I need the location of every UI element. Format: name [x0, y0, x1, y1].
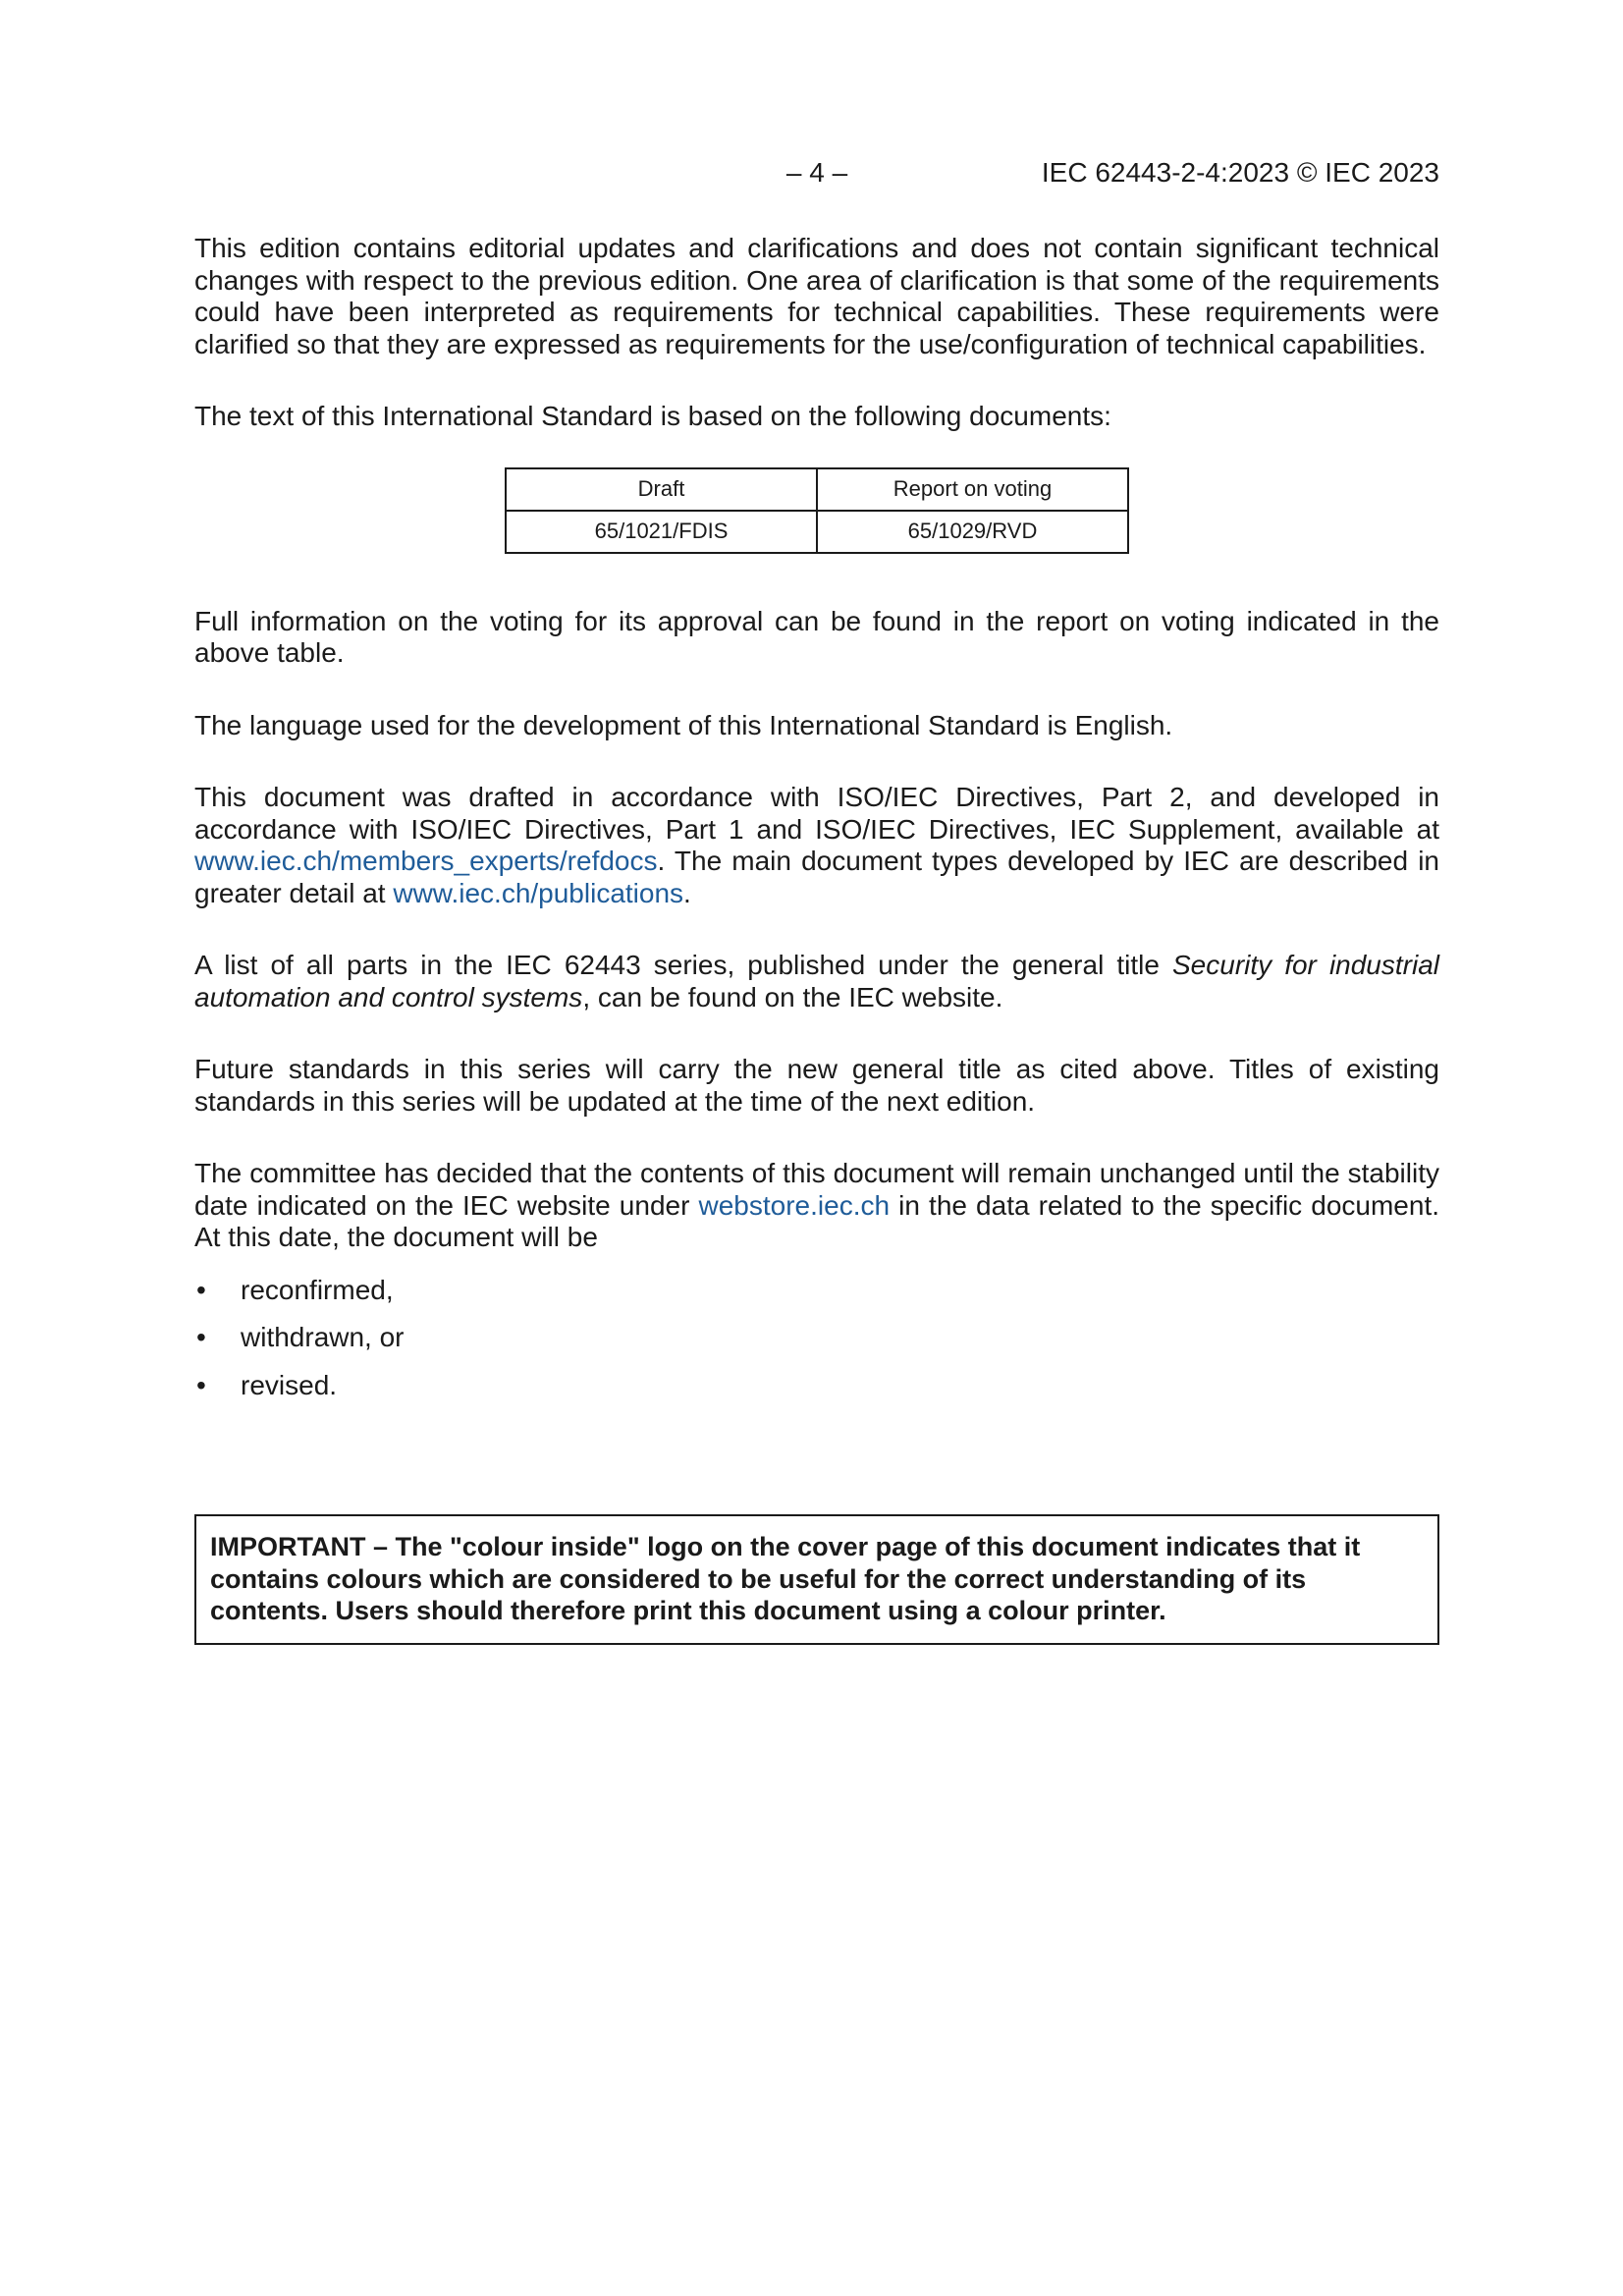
list-item: [194, 1275, 1439, 1307]
series-text-2: , can be found on the IEC website.: [582, 981, 1003, 1012]
webstore-link[interactable]: webstore.iec.ch: [698, 1189, 891, 1221]
table-header-row: [506, 468, 1128, 511]
bullet-icon: •: [196, 1369, 206, 1400]
document-reference: IEC 62443-2-4:2023 © IEC 2023: [1041, 157, 1439, 188]
list-item-text: revised.: [241, 1369, 338, 1400]
list-item: [194, 1370, 1439, 1402]
series-paragraph: [194, 950, 1439, 1013]
table-row: [506, 511, 1128, 553]
drafted-text-2: . The main document types developed by IEC are described in greater detail at: [194, 846, 1439, 908]
series-text-1: A list of all parts in the IEC 62443 series, published under the general title: [194, 950, 1172, 980]
future-paragraph: Future standards in this series will carry the new general title as cited above. Titles of existing standards in this series will be updated at the time of the next edition.: [194, 1054, 1439, 1117]
drafted-text-1: This document was drafted in accordance with ISO/IEC Directives, Part 2, and developed in accordance with ISO/IEC Directives, Part 1 and ISO/IEC Directives, IEC Supplement, available at: [194, 782, 1439, 845]
publications-link[interactable]: www.iec.ch/publications: [393, 877, 684, 908]
list-item-text: withdrawn, or: [241, 1322, 405, 1352]
edition-paragraph: This edition contains editorial updates and clarifications and does not contain significant technical changes with respect to the previous edition. One area of clarification is that some of the requirements could have been interpreted as requirements for technical capabilities. These requirements were clarified so that they are expressed as requirements for the use/configuration of technical capabilities.: [194, 233, 1439, 359]
series-title: Security for industrial automation and control systems: [194, 950, 1439, 1012]
page-number: – 4 –: [785, 157, 848, 188]
committee-paragraph: [194, 1158, 1439, 1254]
important-notice-text: IMPORTANT – The "colour inside" logo on the cover page of this document indicates that it contains colours which are considered to be useful for the correct understanding of its contents. Users should therefore print this document using a colour printer.: [210, 1532, 1361, 1625]
based-on-paragraph: The text of this International Standard is based on the following documents:: [194, 401, 1111, 431]
committee-text-2: in the data related to the specific document. At this date, the document will be: [194, 1189, 1439, 1252]
committee-text-1: The committee has decided that the contents of this document will remain unchanged until the stability date indicated on the IEC website under: [194, 1158, 1439, 1221]
voting-info-paragraph: Full information on the voting for its approval can be found in the report on voting indicated in the above table.: [194, 605, 1439, 668]
page-body: [194, 233, 1439, 1417]
documents-table: [505, 467, 1129, 554]
important-notice-box: [194, 1514, 1439, 1645]
table-header-cell-draft: Draft: [506, 468, 817, 511]
list-item: [194, 1322, 1439, 1354]
list-item-text: reconfirmed,: [241, 1274, 394, 1305]
drafted-paragraph: [194, 782, 1439, 909]
outcome-list: [194, 1275, 1439, 1402]
bullet-icon: •: [196, 1274, 206, 1305]
bullet-icon: •: [196, 1322, 206, 1352]
table-cell-draft: 65/1021/FDIS: [506, 511, 817, 553]
drafted-text-3: .: [683, 877, 691, 908]
page-header: [194, 155, 1439, 191]
refdocs-link[interactable]: www.iec.ch/members_experts/refdocs: [194, 846, 658, 876]
language-paragraph: The language used for the development of this International Standard is English.: [194, 709, 1173, 740]
table-cell-report: 65/1029/RVD: [817, 511, 1128, 553]
table-header-cell-report: Report on voting: [817, 468, 1128, 511]
